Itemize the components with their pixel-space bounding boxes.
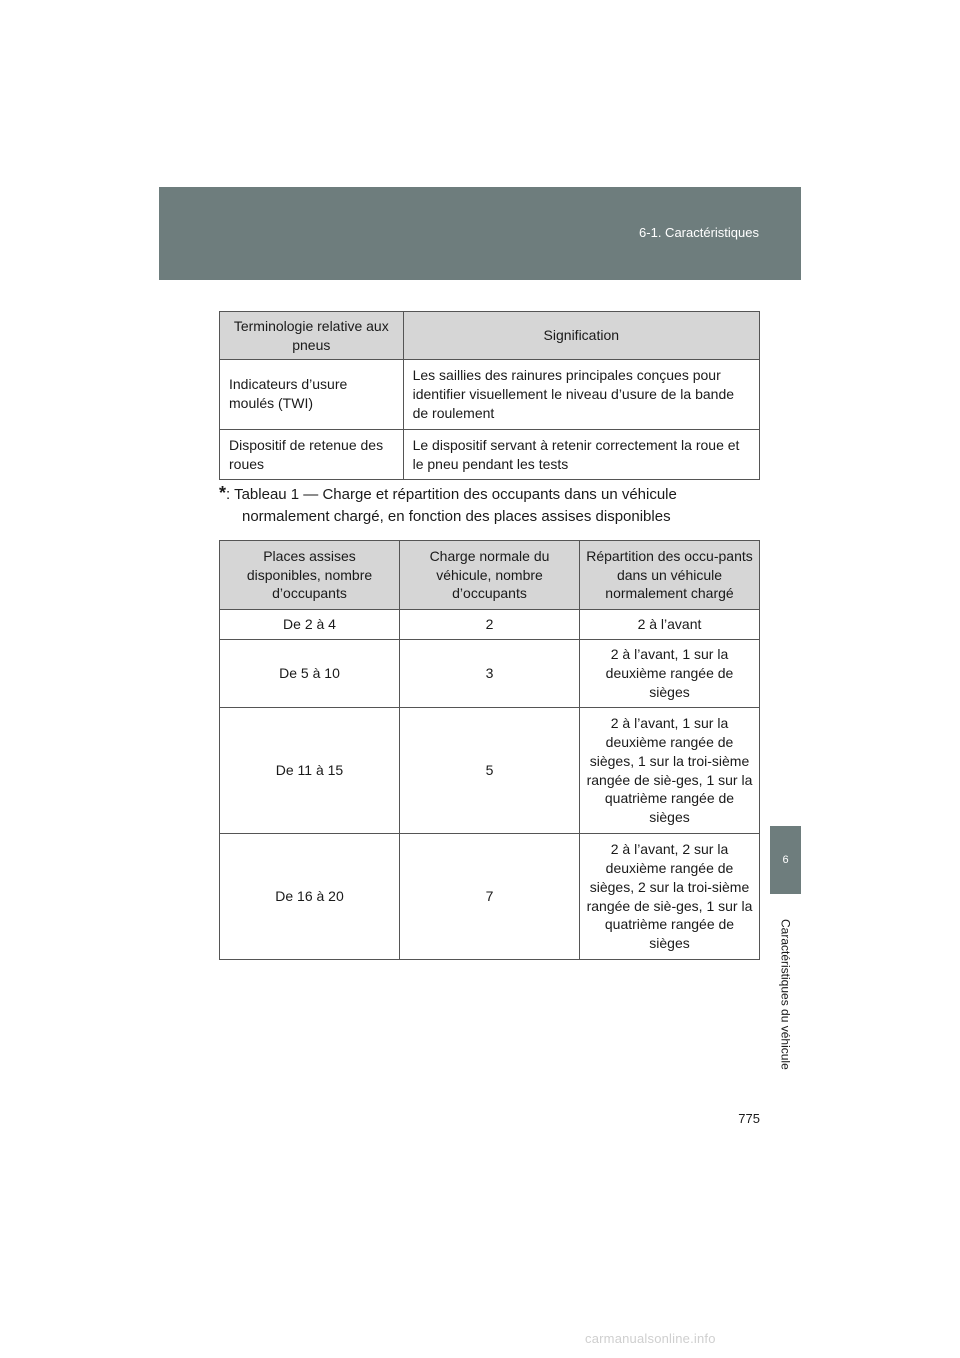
footnote-line1: : Tableau 1 — Charge et répartition des occupants dans un véhicule xyxy=(226,486,677,503)
chapter-tab: 6 xyxy=(770,826,801,894)
footnote-marker: * xyxy=(219,483,227,503)
watermark: carmanualsonline.info xyxy=(585,1331,716,1346)
header-terminology: Terminologie relative aux pneus xyxy=(220,312,404,360)
footnote xyxy=(219,482,760,528)
seating-cell: De 2 à 4 xyxy=(220,610,400,640)
meaning-cell: Le dispositif servant à retenir correctement la roue et le pneu pendant les tests xyxy=(403,429,759,480)
load-cell: 2 xyxy=(400,610,580,640)
distribution-cell: 2 à l’avant xyxy=(580,610,760,640)
table-row xyxy=(220,834,760,960)
header-meaning: Signification xyxy=(403,312,759,360)
chapter-label xyxy=(770,898,801,1090)
term-cell: Indicateurs d’usure moulés (TWI) xyxy=(220,360,404,430)
page-number: 775 xyxy=(738,1111,760,1126)
tire-terminology-table xyxy=(219,311,760,480)
seating-cell: De 11 à 15 xyxy=(220,708,400,834)
table-row xyxy=(220,640,760,708)
seating-cell: De 16 à 20 xyxy=(220,834,400,960)
term-cell: Dispositif de retenue des roues xyxy=(220,429,404,480)
header-normal-load: Charge normale du véhicule, nombre d’occupants xyxy=(400,541,580,610)
seating-cell: De 5 à 10 xyxy=(220,640,400,708)
table-row xyxy=(220,610,760,640)
table-row xyxy=(220,708,760,834)
header-seating-capacity: Places assises disponibles, nombre d’occupants xyxy=(220,541,400,610)
footnote-line2: normalement chargé, en fonction des places assises disponibles xyxy=(242,508,671,525)
load-cell: 5 xyxy=(400,708,580,834)
table-header-row xyxy=(220,312,760,360)
table-row xyxy=(220,429,760,480)
load-cell: 7 xyxy=(400,834,580,960)
header-distribution: Répartition des occu-pants dans un véhicule normalement chargé xyxy=(580,541,760,610)
distribution-cell: 2 à l’avant, 1 sur la deuxième rangée de sièges xyxy=(580,640,760,708)
distribution-cell: 2 à l’avant, 2 sur la deuxième rangée de sièges, 2 sur la troi-sième rangée de siè-ges, 1 sur la quatrième rangée de sièges xyxy=(580,834,760,960)
header-band xyxy=(159,187,801,280)
table-row xyxy=(220,360,760,430)
load-cell: 3 xyxy=(400,640,580,708)
chapter-label-text: Caractéristiques du véhicule xyxy=(778,918,793,1070)
distribution-cell: 2 à l’avant, 1 sur la deuxième rangée de sièges, 1 sur la troi-sième rangée de siè-ges, 1 sur la quatrième rangée de sièges xyxy=(580,708,760,834)
table-header-row xyxy=(220,541,760,610)
occupant-load-table xyxy=(219,540,760,960)
section-title: 6-1. Caractéristiques xyxy=(639,225,759,240)
meaning-cell: Les saillies des rainures principales conçues pour identifier visuellement le niveau d’usure de la bande de roulement xyxy=(403,360,759,430)
